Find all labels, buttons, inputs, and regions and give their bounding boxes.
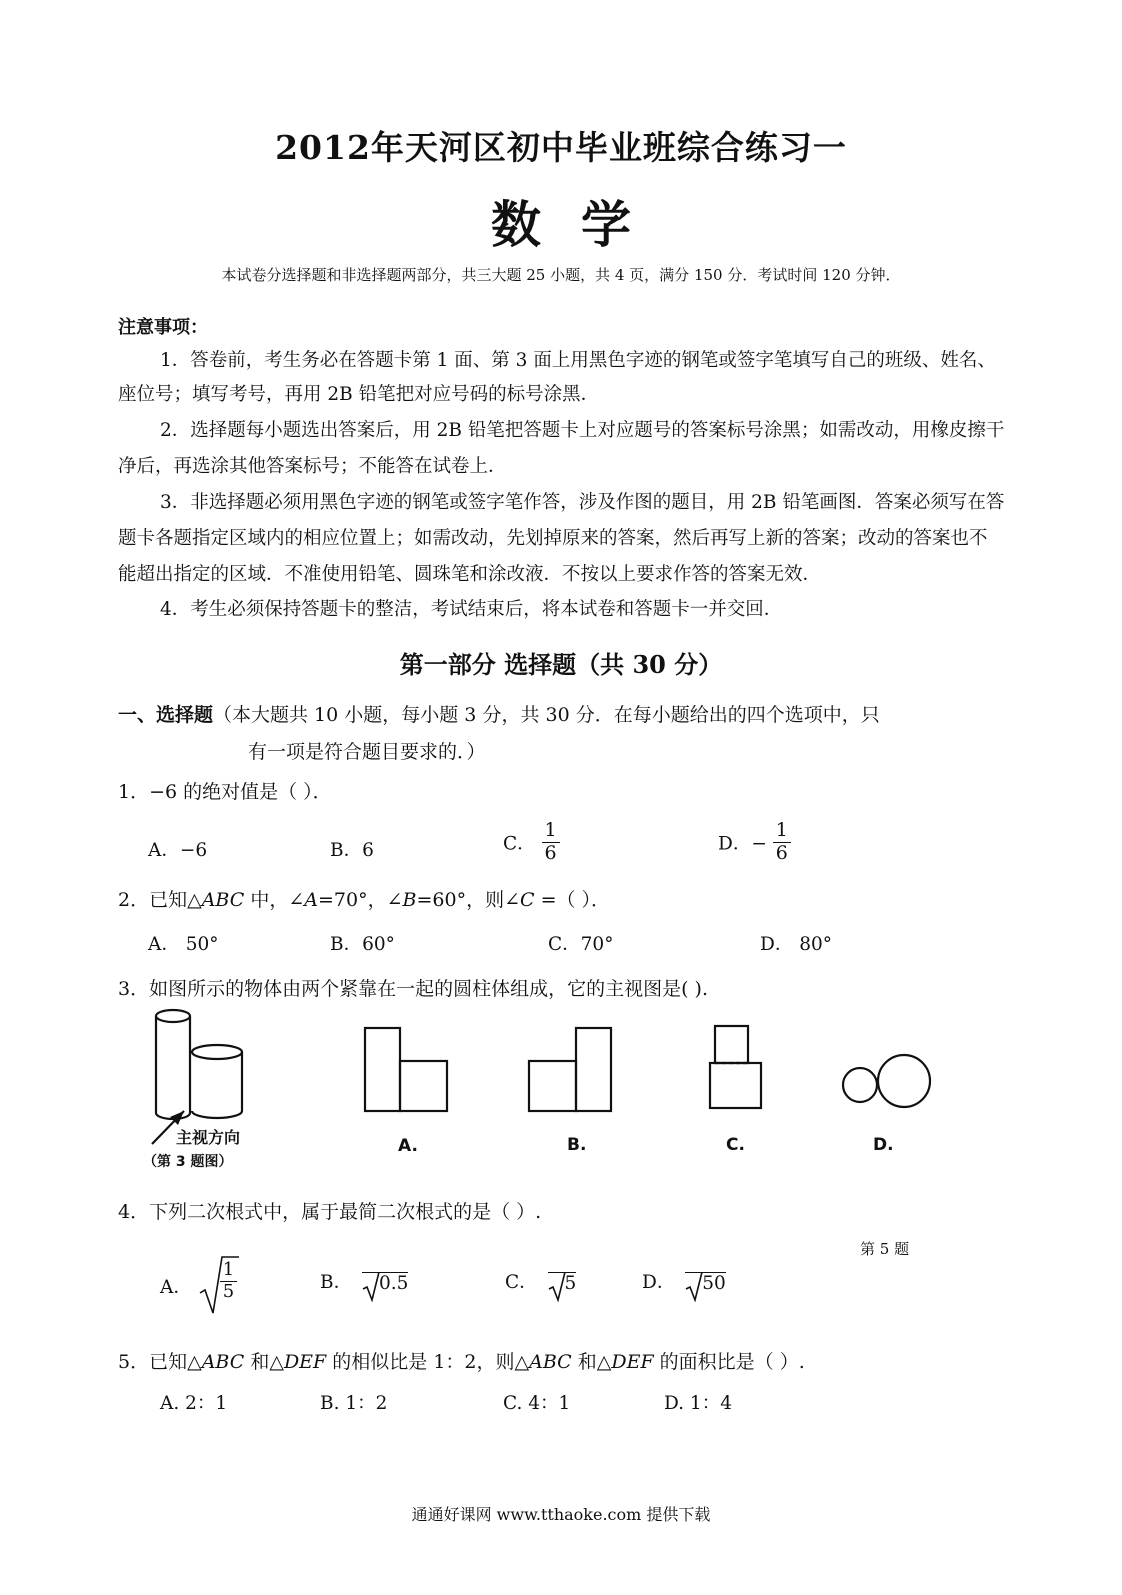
q4-d-radical [685,1272,726,1294]
tall-cylinder-figure [156,1010,190,1119]
q5-triangle-def: DEF [611,1351,654,1373]
q1-d-denominator: 6 [775,841,788,864]
q4-b-radical [362,1272,408,1294]
q4-option-b [320,1268,408,1294]
option-b-figure [529,1028,611,1111]
option-a-figure [365,1028,447,1111]
q4-a-radical [198,1255,240,1317]
question-1-stem: 1．−6 的绝对值是（ ）． [118,781,332,803]
note-line: 题卡各题指定区域内的相应位置上；如需改动，先划掉原来的答案，然后再写上新的答案；改动的答案也不 [118,528,988,549]
q3-label-b: B. [567,1135,587,1155]
q3-label-d: D. [873,1135,894,1155]
q2-option-a: A． 50° [148,934,219,955]
q5-option-d: D. 1：4 [664,1393,732,1414]
q5-option-a: A. 2：1 [160,1393,228,1414]
radical-sign-icon [548,1272,566,1302]
q4-c-value: 5 [564,1273,577,1294]
q3-label-a: A. [398,1136,418,1156]
q1-option-b: B．6 [330,840,374,861]
q4-c-label: C． [505,1272,538,1293]
question-5-stem [118,1347,805,1374]
note-line: 能超出指定的区域．不准使用铅笔、圆珠笔和涂改液．不按以上要求作答的答案无效． [118,564,822,585]
q1-option-c [503,820,560,865]
q3-label-c: C. [726,1135,745,1155]
q5-text: 的面积比是（ ）. [653,1351,805,1373]
q1-c-denominator: 6 [544,841,557,864]
q4-b-label: B． [320,1272,353,1293]
q3-figures [140,1005,970,1175]
q4-a-denominator: 5 [222,1280,235,1302]
note-line: 3．非选择题必须用黑色字迹的钢笔或签字笔作答，涉及作图的题目，用 2B 铅笔画图．答案必须写在答 [160,492,1005,513]
q4-option-d [642,1268,726,1294]
q5-text: 5．已知△ [118,1351,202,1373]
q2-angle-a: A [304,889,318,911]
exam-intro: 本试卷分选择题和非选择题两部分，共三大题 25 小题，共 4 页，满分 150 分．考试时间 120 分钟． [221,266,901,284]
q4-a-numerator: 1 [220,1260,237,1282]
q5-triangle-abc: ABC [201,1351,245,1373]
q5-option-b: B. 1：2 [320,1393,388,1414]
note-line: 2．选择题每小题选出答案后，用 2B 铅笔把答题卡上对应题号的答案标号涂黑；如需改动，用橡皮擦干 [160,420,1005,441]
q1-c-label: C． [503,833,536,855]
side-note: 第 5 题 [860,1240,910,1258]
q5-text: 和△ [571,1351,612,1373]
radical-sign-icon [362,1272,380,1302]
section-desc: （本大题共 10 小题，每小题 3 分，共 30 分．在每小题给出的四个选项中，只 [213,704,880,726]
q1-option-d [718,820,791,865]
q5-text: 和△ [244,1351,284,1373]
note-line: 1．答卷前，考生务必在答题卡第 1 面、第 3 面上用黑色字迹的钢笔或签字笔填写自己的班级、姓名、 [160,350,996,371]
q4-b-value: 0.5 [379,1273,409,1294]
q2-text: =（ ）． [534,889,611,911]
q4-option-c [505,1268,576,1294]
q2-text: 中，∠ [244,889,305,911]
q4-d-label: D． [642,1272,676,1293]
q3-figure-caption: （第 3 题图） [143,1154,233,1170]
q2-angle-c: C [520,889,535,911]
q1-c-numerator: 1 [542,820,560,843]
note-line: 座位号；填写考号，再用 2B 铅笔把对应号码的标号涂黑． [118,384,600,405]
q2-text: 2．已知△ [118,889,202,911]
note-line: 4．考生必须保持答题卡的整洁，考试结束后，将本试卷和答题卡一并交回． [160,599,783,620]
option-d-figure [843,1055,930,1107]
q1-option-a: A．−6 [148,840,208,861]
q4-a-label: A． [160,1277,192,1298]
exam-title: 2012年天河区初中毕业班综合练习一 [275,128,847,167]
q1-d-numerator: 1 [773,820,791,843]
short-cylinder-figure [192,1045,242,1118]
q2-option-c: C．70° [548,934,614,955]
section-desc-cont: 有一项是符合题目要求的．） [248,741,486,763]
q2-text: =60°，则∠ [416,889,521,911]
q4-a-fraction [220,1260,237,1302]
radical-sign-icon [685,1272,703,1302]
q4-d-value: 50 [702,1273,726,1294]
q2-triangle: ABC [201,889,245,911]
section-label: 一、选择题 [118,704,214,726]
part1-title: 第一部分 选择题（共 30 分） [399,650,723,679]
question-2-stem [118,885,610,912]
q4-c-radical [548,1272,577,1294]
q3-direction-label: 主视方向 [176,1128,241,1147]
q5-option-c: C. 4：1 [503,1393,571,1414]
subject-title: 数学 [491,195,671,254]
q5-triangle-def: DEF [283,1351,327,1373]
page-footer: 通通好课网 www.tthaoke.com 提供下载 [411,1505,711,1524]
q2-angle-b: B [402,889,417,911]
q1-c-fraction [542,820,560,865]
notes-heading: 注意事项： [118,317,208,338]
q5-text: 的相似比是 1：2，则△ [326,1351,530,1373]
option-c-figure [710,1026,761,1108]
question-4-stem: 4．下列二次根式中，属于最简二次根式的是（ ）. [118,1201,542,1223]
q2-option-d: D． 80° [760,934,833,955]
q4-option-a [160,1255,240,1317]
section-heading [118,700,880,727]
q2-text: =70°，∠ [317,889,403,911]
note-line: 净后，再选涂其他答案标号；不能答在试卷上． [118,456,507,477]
q1-d-fraction [773,820,791,865]
q2-option-b: B．60° [330,934,395,955]
question-3-stem: 3．如图所示的物体由两个紧靠在一起的圆柱体组成，它的主视图是( ). [118,978,708,1000]
q1-d-label: D．− [718,833,767,855]
q5-triangle-abc: ABC [529,1351,572,1373]
